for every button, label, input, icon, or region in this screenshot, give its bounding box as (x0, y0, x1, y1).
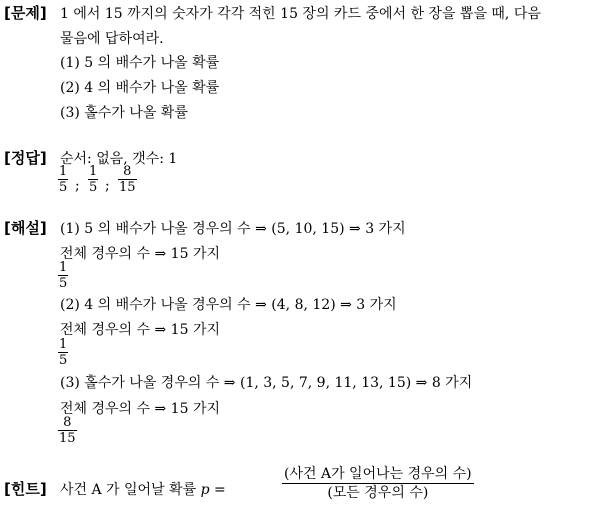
problem-item-3: (3) 홀수가 나올 확률 (60, 105, 188, 121)
answer-meta: 순서: 없음, 갯수: 1 (60, 151, 178, 167)
answer-separator: ; (75, 178, 80, 194)
answer-fraction-3 (118, 164, 137, 195)
hint-equals: = (213, 482, 226, 498)
answer-fraction-1 (58, 164, 68, 195)
answer-separator: ; (105, 178, 110, 194)
answer-numerator: 1 (59, 164, 68, 179)
explanation-numerator: 8 (63, 415, 72, 430)
problem-item-2: (2) 4 의 배수가 나올 확률 (60, 80, 220, 96)
answer-denominator: 5 (89, 180, 98, 195)
explanation-total: 전체 경우의 수 ⇒ 15 가지 (60, 322, 220, 338)
hint-prefix: 사건 A 가 일어날 확률 (60, 482, 197, 498)
hint-text (60, 479, 226, 499)
explanation-total: 전체 경우의 수 ⇒ 15 가지 (60, 401, 220, 417)
explanation-fraction (58, 260, 68, 291)
explanation-denominator: 5 (59, 276, 68, 291)
explanation-case: (2) 4 의 배수가 나올 경우의 수 ⇒ (4, 8, 12) ⇒ 3 가지 (60, 297, 397, 313)
problem-item-1: (1) 5 의 배수가 나올 확률 (60, 55, 220, 71)
problem-line: 물음에 답하여라. (60, 31, 164, 47)
answer-denominator: 5 (59, 180, 68, 195)
answer-denominator: 15 (119, 180, 136, 195)
hint-numerator: (사건 A가 일어나는 경우의 수) (284, 466, 472, 482)
problem-label: [문제] (4, 4, 47, 22)
explanation-fraction (58, 415, 77, 446)
explanation-numerator: 1 (59, 260, 68, 275)
problem-line: 1 에서 15 까지의 숫자가 각각 적힌 15 장의 카드 중에서 한 장을 뽑을 때, 다음 (60, 6, 541, 22)
explanation-denominator: 5 (59, 353, 68, 368)
answer-fraction-2 (88, 164, 98, 195)
explanation-label: [해설] (4, 219, 47, 237)
explanation-case: (1) 5 의 배수가 나올 경우의 수 ⇒ (5, 10, 15) ⇒ 3 가지 (60, 221, 406, 237)
hint-label: [힌트] (4, 480, 47, 498)
explanation-case: (3) 홀수가 나올 경우의 수 ⇒ (1, 3, 5, 7, 9, 11, 13, 15) ⇒ 8 가지 (60, 375, 473, 391)
explanation-denominator: 15 (59, 431, 76, 446)
answer-numerator: 8 (123, 164, 132, 179)
hint-fraction (282, 465, 474, 502)
hint-denominator: (모든 경우의 수) (282, 483, 474, 502)
explanation-fraction (58, 337, 68, 368)
hint-variable: p (200, 482, 210, 498)
answer-label: [정답] (4, 149, 47, 167)
explanation-numerator: 1 (59, 337, 68, 352)
explanation-total: 전체 경우의 수 ⇒ 15 가지 (60, 246, 220, 262)
answer-numerator: 1 (89, 164, 98, 179)
